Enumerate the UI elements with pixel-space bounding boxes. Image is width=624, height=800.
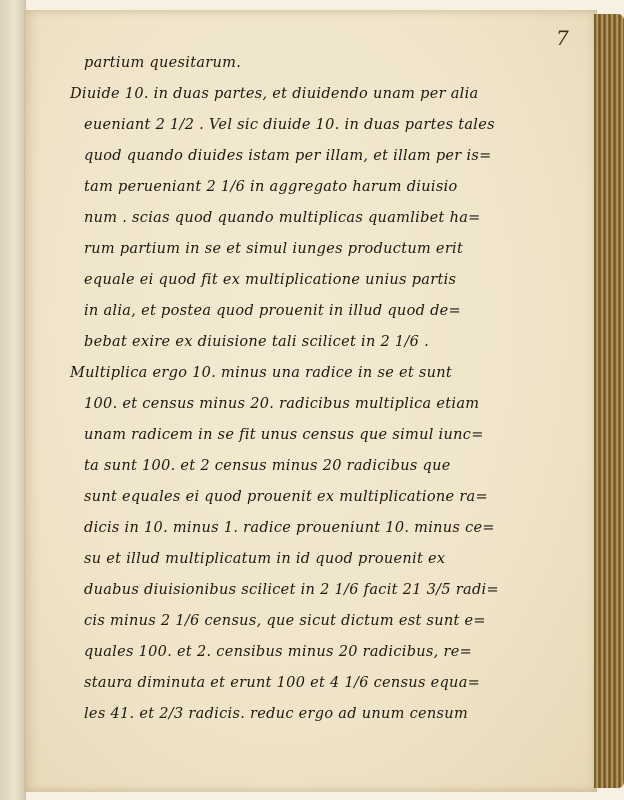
text-line: Diuide 10. in duas partes, et diuidendo unam per alia: [70, 86, 479, 102]
text-line: in alia, et postea quod prouenit in illud quod de=: [84, 303, 461, 319]
text-line: quales 100. et 2. censibus minus 20 radicibus, re=: [84, 644, 473, 660]
folio-number: 7: [556, 26, 569, 50]
text-line: equale ei quod fit ex multiplicatione unius partis: [84, 272, 457, 288]
text-line: unam radicem in se fit unus census que simul iunc=: [84, 427, 484, 443]
book-gutter: [0, 0, 26, 800]
text-line: cis minus 2 1/6 census, que sicut dictum est sunt e=: [84, 613, 486, 629]
text-line: quod quando diuides istam per illam, et illam per is=: [84, 148, 492, 164]
text-line: su et illud multiplicatum in id quod prouenit ex: [84, 551, 446, 567]
text-line: Multiplica ergo 10. minus una radice in se et sunt: [70, 365, 453, 381]
text-line: eueniant 2 1/2 . Vel sic diuide 10. in duas partes tales: [84, 117, 495, 133]
text-line: num . scias quod quando multiplicas quamlibet ha=: [84, 210, 481, 226]
text-line: rum partium in se et simul iunges productum erit: [84, 241, 464, 257]
text-line: dicis in 10. minus 1. radice proueniunt 10. minus ce=: [84, 520, 495, 536]
text-line: staura diminuta et erunt 100 et 4 1/6 census equa=: [84, 675, 481, 691]
text-line: sunt equales ei quod prouenit ex multiplicatione ra=: [84, 489, 488, 505]
text-line: tam perueniant 2 1/6 in aggregato harum diuisio: [84, 179, 458, 195]
text-line: bebat exire ex diuisione tali scilicet in 2 1/6 .: [84, 334, 429, 350]
text-line: ta sunt 100. et 2 census minus 20 radicibus que: [84, 458, 451, 474]
text-line: partium quesitarum.: [84, 55, 242, 71]
manuscript-text: [56, 48, 499, 730]
text-line: duabus diuisionibus scilicet in 2 1/6 facit 21 3/5 radi=: [84, 582, 499, 598]
page-edges: [594, 14, 624, 788]
text-line: les 41. et 2/3 radicis. reduc ergo ad unum censum: [84, 706, 468, 722]
text-line: 100. et census minus 20. radicibus multiplica etiam: [84, 396, 480, 412]
